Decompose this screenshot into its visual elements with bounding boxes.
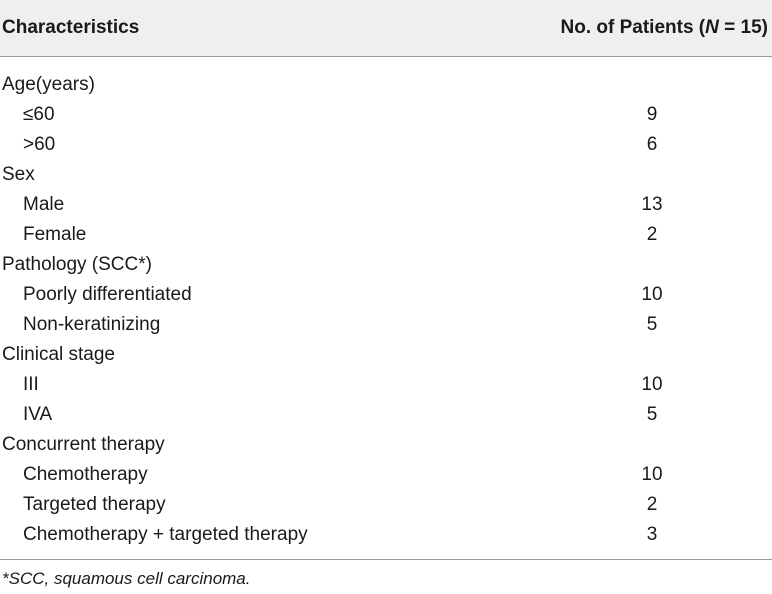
row-label: Female <box>23 224 87 245</box>
row-label: Targeted therapy <box>23 494 166 515</box>
table-row <box>0 194 772 224</box>
table-header <box>0 0 772 57</box>
patient-count-cell: 10 <box>641 374 663 395</box>
table-row <box>0 314 772 344</box>
category-label: Clinical stage <box>2 344 115 365</box>
category-label: Concurrent therapy <box>2 434 165 455</box>
header-characteristics: Characteristics <box>2 17 140 38</box>
patient-count-cell: 3 <box>646 524 658 545</box>
patient-count-cell: 2 <box>646 224 658 245</box>
table-row <box>0 374 772 404</box>
table-row <box>0 104 772 134</box>
table-row <box>0 524 772 554</box>
row-label: Non-keratinizing <box>23 314 161 335</box>
patient-count-cell: 5 <box>646 314 658 335</box>
table-row <box>0 284 772 314</box>
header-patient-count <box>561 17 768 39</box>
patient-count-cell: 2 <box>646 494 658 515</box>
category-row <box>0 434 772 464</box>
row-label: III <box>23 374 39 395</box>
patient-count-cell: 10 <box>641 284 663 305</box>
table-row <box>0 134 772 164</box>
table-row <box>0 494 772 524</box>
header-count-prefix: No. of Patients ( <box>560 17 706 38</box>
table-row <box>0 224 772 254</box>
row-label: Poorly differentiated <box>23 284 192 305</box>
row-label: Male <box>23 194 65 215</box>
row-label: Chemotherapy + targeted therapy <box>23 524 308 545</box>
header-count-suffix: = 15) <box>718 17 768 38</box>
patient-count-cell: 13 <box>641 194 663 215</box>
patient-count-cell: 6 <box>646 134 658 155</box>
patient-count-cell: 5 <box>646 404 658 425</box>
table-row <box>0 464 772 494</box>
table-row <box>0 404 772 434</box>
row-label: ≤60 <box>23 104 55 125</box>
row-label: >60 <box>23 134 56 155</box>
category-label: Pathology (SCC*) <box>2 254 152 275</box>
row-label: IVA <box>23 404 53 425</box>
category-row <box>0 254 772 284</box>
category-label: Sex <box>2 164 35 185</box>
category-row <box>0 74 772 104</box>
category-row <box>0 344 772 374</box>
table-bottom-rule <box>0 559 772 560</box>
patient-count-cell: 9 <box>646 104 658 125</box>
header-count-n: N <box>705 17 719 38</box>
category-row <box>0 164 772 194</box>
patient-count-cell: 10 <box>641 464 663 485</box>
category-label: Age(years) <box>2 74 95 95</box>
table-footnote: *SCC, squamous cell carcinoma. <box>2 569 251 588</box>
row-label: Chemotherapy <box>23 464 148 485</box>
